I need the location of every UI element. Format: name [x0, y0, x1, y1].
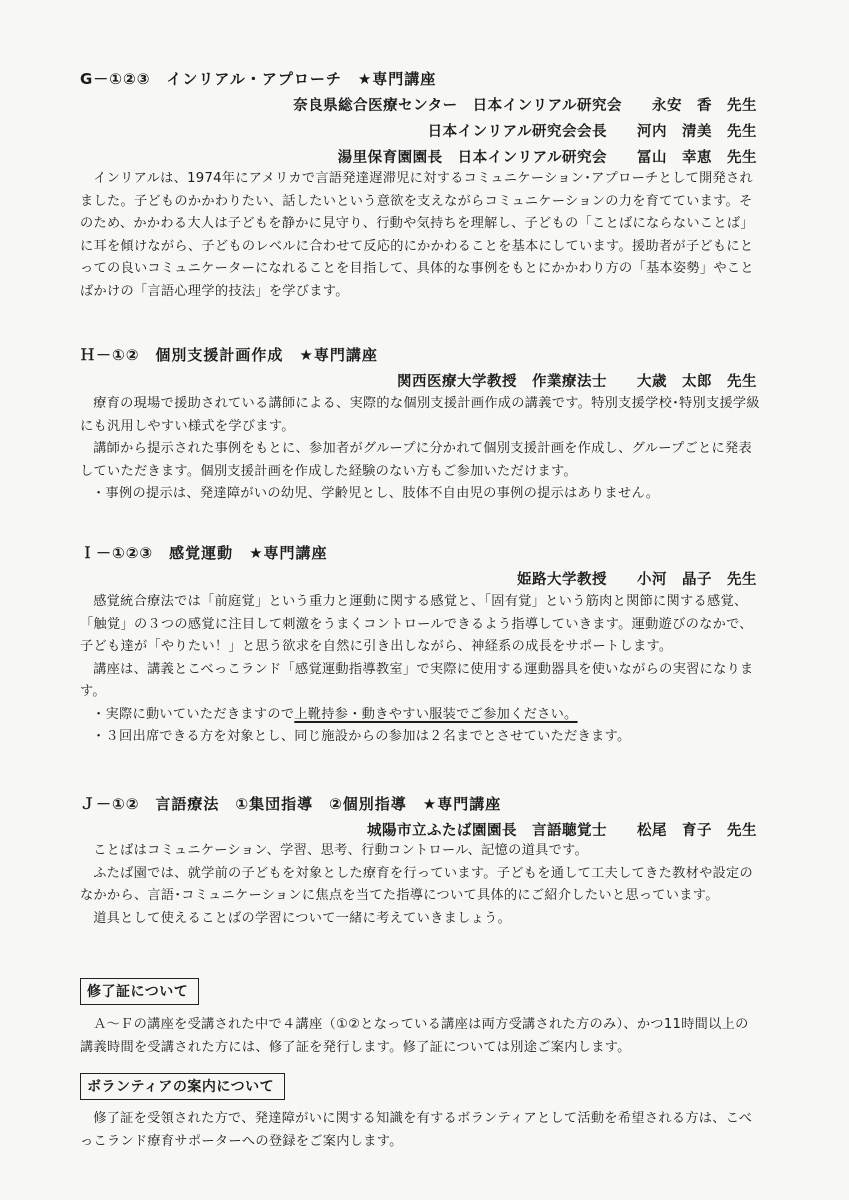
section-j-paragraph-2: ふたば園では、就学前の子どもを対象とした療育を行っています。子どもを通して工夫してきた教材や設定のなかから、言語･コミュニケーションに焦点を当てた指導について具体的にご紹介したいと思っています。: [80, 865, 754, 903]
section-g-lecturer-3: 湯里保育園園長 日本インリアル研究会 冨山 幸恵 先生: [337, 150, 757, 166]
section-h-title: Ｈ－①② 個別支援計画作成 ★専門講座: [80, 346, 378, 364]
section-h-paragraph-2: 講師から提示された事例をもとに、参加者がグループに分かれて個別支援計画を作成し、グループごとに発表していただきます。個別支援計画を作成した経験のない方もご参加いただけます。: [80, 441, 752, 479]
section-i-lecturer-1: 姫路大学教授 小河 晶子 先生: [517, 572, 757, 588]
certificate-heading: 修了証について: [80, 978, 199, 1005]
section-i-title: Ｉ－①②③ 感覚運動 ★専門講座: [80, 544, 328, 562]
section-j-body: [80, 840, 760, 930]
section-g-lecturer-2: 日本インリアル研究会会長 河内 清美 先生: [427, 124, 757, 140]
section-g-title: G－①②③ インリアル・アプローチ ★専門講座: [80, 70, 437, 88]
section-j-lecturer-1: 城陽市立ふたば園園長 言語聴覚士 松尾 育子 先生: [367, 823, 757, 839]
section-h-lecturer-1: 関西医療大学教授 作業療法士 大歳 太郎 先生: [397, 374, 757, 390]
volunteer-body: [80, 1108, 760, 1153]
section-g-paragraph: インリアルは、1974年にアメリカで言語発達遅滞児に対するコミュニケーション･アプローチとして開発されました。子どものかかわりたい、話したいという意欲を支えながらコミュニケーションの力を育てています。そのため、かかわる大人は子どもを静かに見守り、行動や気持ちを理解し、子どもの「ことばにならないことば」に耳を傾けながら、子どものレベルに合わせて反応的にかかわることを基本にしています。援助者が子どもにとっての良いコミュニケーターになれることを目指して、具体的な事例をもとにかかわり方の「基本姿勢」やことばかけの「言語心理学的技法」を学びます。: [80, 171, 754, 299]
section-i-note-2: ・３回出席できる方を対象とし、同じ施設からの参加は２名までとさせていただきます。: [92, 729, 631, 744]
section-i-note-1-text: ・実際に動いていただきますので: [92, 706, 295, 722]
section-j-paragraph-1: ことばはコミュニケーション、学習、思考、行動コントロール、記憶の道具です。: [93, 843, 588, 858]
section-h-body: [80, 393, 760, 506]
section-g-body: [80, 168, 760, 303]
certificate-body: [80, 1014, 760, 1059]
section-j-title: Ｊ－①② 言語療法 ①集団指導 ②個別指導 ★専門講座: [80, 795, 502, 813]
section-i-paragraph-2: 講座は、講義とこべっこランド「感覚運動指導教室」で実際に使用する運動器具を使いながらの実習になります。: [80, 661, 754, 699]
section-i-body: [80, 591, 760, 749]
section-i-paragraph-1: 感覚統合療法では「前庭覚」という重力と運動に関する感覚と、「固有覚」という筋肉と関節に関する感覚、「触覚」の３つの感覚に注目して刺激をうまくコントロールできるよう指導していきます。運動遊びのなかで、子ども達が「やりたい！」と思う欲求を自然に引き出しながら、神経系の成長をサポートします。: [80, 594, 753, 654]
section-g-lecturer-1: 奈良県総合医療センター 日本インリアル研究会 永安 香 先生: [293, 98, 757, 114]
volunteer-heading: ボランティアの案内について: [80, 1073, 285, 1100]
section-i-note-1: [80, 704, 760, 727]
section-j-paragraph-3: 道具として使えることばの学習について一緒に考えていきましょう。: [93, 910, 512, 926]
section-h-note: ・事例の提示は、発達障がいの幼児、学齢児とし、肢体不自由児の事例の提示はありません。: [92, 486, 660, 501]
section-h-paragraph-1: 療育の現場で援助されている講師による、実際的な個別支援計画作成の講義です。特別支援学校･特別支援学級にも汎用しやすい様式を学びます。: [80, 396, 760, 434]
section-i-note-1-emphasis: 上靴持参・動きやすい服装でご参加ください。: [294, 706, 578, 722]
certificate-text: Ａ～Ｆの講座を受講された中で４講座（①②となっている講座は両方受講された方のみ）、かつ11時間以上の講義時間を受講された方には、修了証を発行します。修了証については別途ご案内します。: [80, 1017, 749, 1055]
volunteer-text: 修了証を受領された方で、発達障がいに関する知識を有するボランティアとして活動を希望される方は、こべっこランド療育サポーターへの登録をご案内します。: [80, 1111, 753, 1149]
